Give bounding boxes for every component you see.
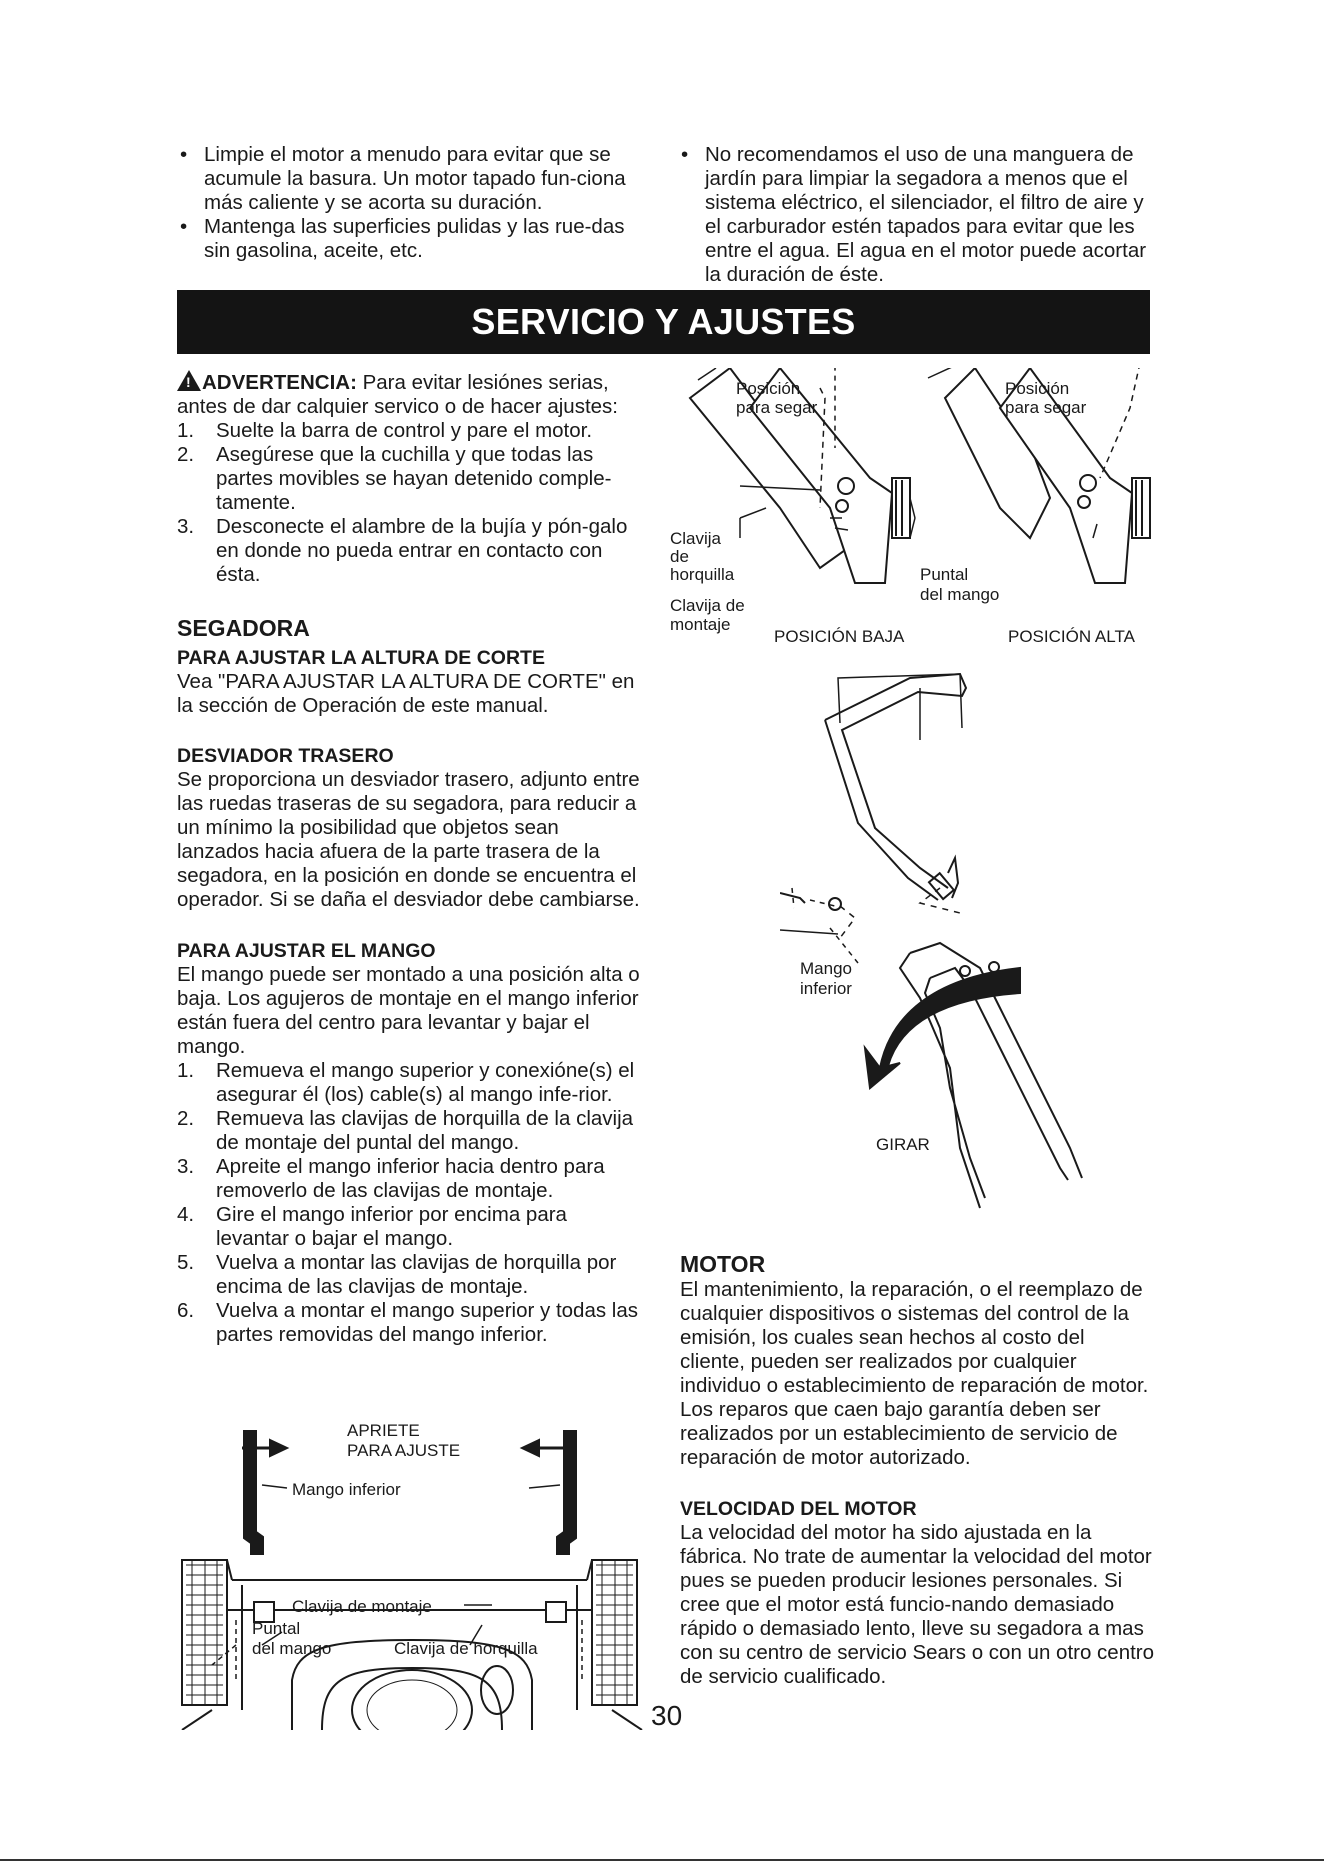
velocidad-text: La velocidad del motor ha sido ajustada en la fábrica. No trate de aumentar la velocidad del motor pues se pueden producir lesiones personales. Si cree que el motor está funcio-nando demasiado rápido o demasiado lento, lleve su segadora a mas con su centro de servicio Sears o con un otro centro de servicio cualificado. (680, 1521, 1155, 1688)
altura-heading: PARA AJUSTAR LA ALTURA DE CORTE (177, 647, 545, 669)
list-item (177, 1251, 642, 1299)
left-column (177, 370, 642, 1347)
label-pos2-line2: para segar (1005, 398, 1087, 417)
warning-steps (177, 419, 642, 587)
step-number: 1. (177, 419, 195, 442)
label-puntal-1: Puntal (252, 1619, 301, 1638)
mango-heading: PARA AJUSTAR EL MANGO (177, 940, 436, 962)
label-apriete-1: APRIETE (347, 1421, 420, 1440)
top-right-bullets (678, 143, 1148, 287)
desviador-text: Se proporciona un desviador trasero, adjunto entre las ruedas traseras de su segadora, para reducir a un mínimo la posibilidad que objetos sean lanzados hacia afuera de la parte trasera de la segadora, en la posición en donde se encuentra el operador. Si se daña el desviador debe cambiarse. (177, 768, 640, 911)
label-pos2-line1: Posición (1005, 379, 1070, 398)
label-clavija-horquilla-1: Clavija (670, 529, 722, 548)
mango-text: El mango puede ser montado a una posición alta o baja. Los agujeros de montaje en el mango inferior están fuera del centro para levantar y bajar el mango. (177, 963, 640, 1058)
label-clavija-montaje-2: montaje (670, 615, 731, 634)
warning-paragraph (177, 370, 642, 419)
step-text: Asegúrese que la cuchilla y que todas las partes movibles se hayan detenido comple-tamente. (216, 443, 612, 514)
label-posicion-baja: POSICIÓN BAJA (774, 627, 905, 646)
step-text: Vuelva a montar el mango superior y todas las partes removidas del mango inferior. (216, 1299, 638, 1346)
handle-rotation-figure (780, 668, 1140, 1248)
list-item (177, 1107, 642, 1155)
label-clavija-montaje: Clavija de montaje (292, 1597, 432, 1616)
step-text: Desconecte el alambre de la bujía y pón-galo en donde no pueda entrar en contacto con ésta. (216, 515, 628, 586)
label-puntal-2: del mango (252, 1639, 332, 1658)
desviador-heading: DESVIADOR TRASERO (177, 745, 394, 767)
step-number: 2. (177, 443, 195, 466)
mower-rear-figure (172, 1410, 652, 1730)
altura-text: Vea "PARA AJUSTAR LA ALTURA DE CORTE" en la sección de Operación de este manual. (177, 670, 635, 717)
label-posicion-alta: POSICIÓN ALTA (1008, 627, 1135, 646)
list-item: • Limpie el motor a menudo para evitar que se acumule la basura. Un motor tapado fun-ciona más caliente y se acorta su duración. (177, 143, 647, 215)
page-number: 30 (651, 1700, 683, 1731)
step-number: 3. (177, 1155, 195, 1178)
section-banner: SERVICIO Y AJUSTES (177, 290, 1150, 354)
step-number: 1. (177, 1059, 195, 1082)
step-text: Apreite el mango inferior hacia dentro para removerlo de las clavijas de montaje. (216, 1155, 605, 1202)
top-left-bullets (177, 143, 647, 263)
label-pos1-line2: para segar (736, 398, 818, 417)
label-mango-inferior: Mango inferior (292, 1480, 401, 1499)
handle-position-figure (670, 368, 1160, 658)
label-mango-1: Mango (800, 959, 852, 978)
list-item: • No recomendamos el uso de una manguera de jardín para limpiar la segadora a menos que el sistema eléctrico, el silenciador, el filtro de aire y el carburador estén tapados para evitar que les entre el agua. El agua en el motor puede acortar la duración de éste. (678, 143, 1148, 287)
step-text: Remueva las clavijas de horquilla de la clavija de montaje del puntal del mango. (216, 1107, 634, 1154)
list-item (177, 1059, 642, 1107)
label-mango-2: inferior (800, 979, 852, 998)
motor-text: El mantenimiento, la reparación, o el reemplazo de cualquier dispositivos o sistemas del control de la emisión, los cuales sean hechos al costo del cliente, pueden ser realizados por cualquier individuo o establecimiento de reparación de motor. Los reparos que caen bajo garantía deben ser realizados por un establecimiento de servicio de reparación de motor autorizado. (680, 1278, 1149, 1469)
list-item (177, 419, 642, 443)
warning-label: ADVERTENCIA: (202, 371, 357, 394)
step-text: Remueva el mango superior y conexióne(s) el asegurar él (los) cable(s) al mango infe-rior. (216, 1059, 635, 1106)
segadora-heading: SEGADORA (177, 615, 310, 641)
label-apriete-2: PARA AJUSTE (347, 1441, 461, 1460)
step-text: Gire el mango inferior por encima para levantar o bajar el mango. (216, 1203, 567, 1250)
list-item (177, 1299, 642, 1347)
right-column (680, 1250, 1155, 1689)
label-pos1-line1: Posición (736, 379, 801, 398)
list-item (177, 443, 642, 515)
bottom-rule (0, 1859, 1324, 1861)
mango-steps (177, 1059, 642, 1347)
label-girar: GIRAR (876, 1135, 930, 1154)
rotate-arrow-icon (865, 968, 1020, 1088)
velocidad-heading: VELOCIDAD DEL MOTOR (680, 1498, 917, 1520)
label-clavija-montaje-1: Clavija de (670, 596, 745, 615)
step-number: 4. (177, 1203, 195, 1226)
step-number: 3. (177, 515, 195, 538)
list-item (177, 1155, 642, 1203)
step-text: Suelte la barra de control y pare el motor. (216, 419, 593, 442)
step-number: 5. (177, 1251, 195, 1274)
step-number: 2. (177, 1107, 195, 1130)
label-clavija-horquilla-2: de (670, 547, 689, 566)
label-puntal-1: Puntal (920, 565, 969, 584)
warning-text: Para evitar lesiónes serias, antes de dar calquier servico o de hacer ajustes: (177, 371, 619, 418)
label-puntal-2: del mango (920, 585, 1000, 604)
list-item: • Mantenga las superficies pulidas y las rue-das sin gasolina, aceite, etc. (177, 215, 647, 263)
label-clavija-horquilla-3: horquilla (670, 565, 735, 584)
list-item (177, 1203, 642, 1251)
upper-handle (825, 674, 966, 900)
motor-heading: MOTOR (680, 1251, 766, 1277)
step-text: Vuelva a montar las clavijas de horquilla por encima de las clavijas de montaje. (216, 1251, 617, 1298)
step-number: 6. (177, 1299, 195, 1322)
list-item (177, 515, 642, 587)
label-clavija-horquilla: Clavija de horquilla (394, 1639, 538, 1658)
warning-icon (177, 370, 201, 391)
